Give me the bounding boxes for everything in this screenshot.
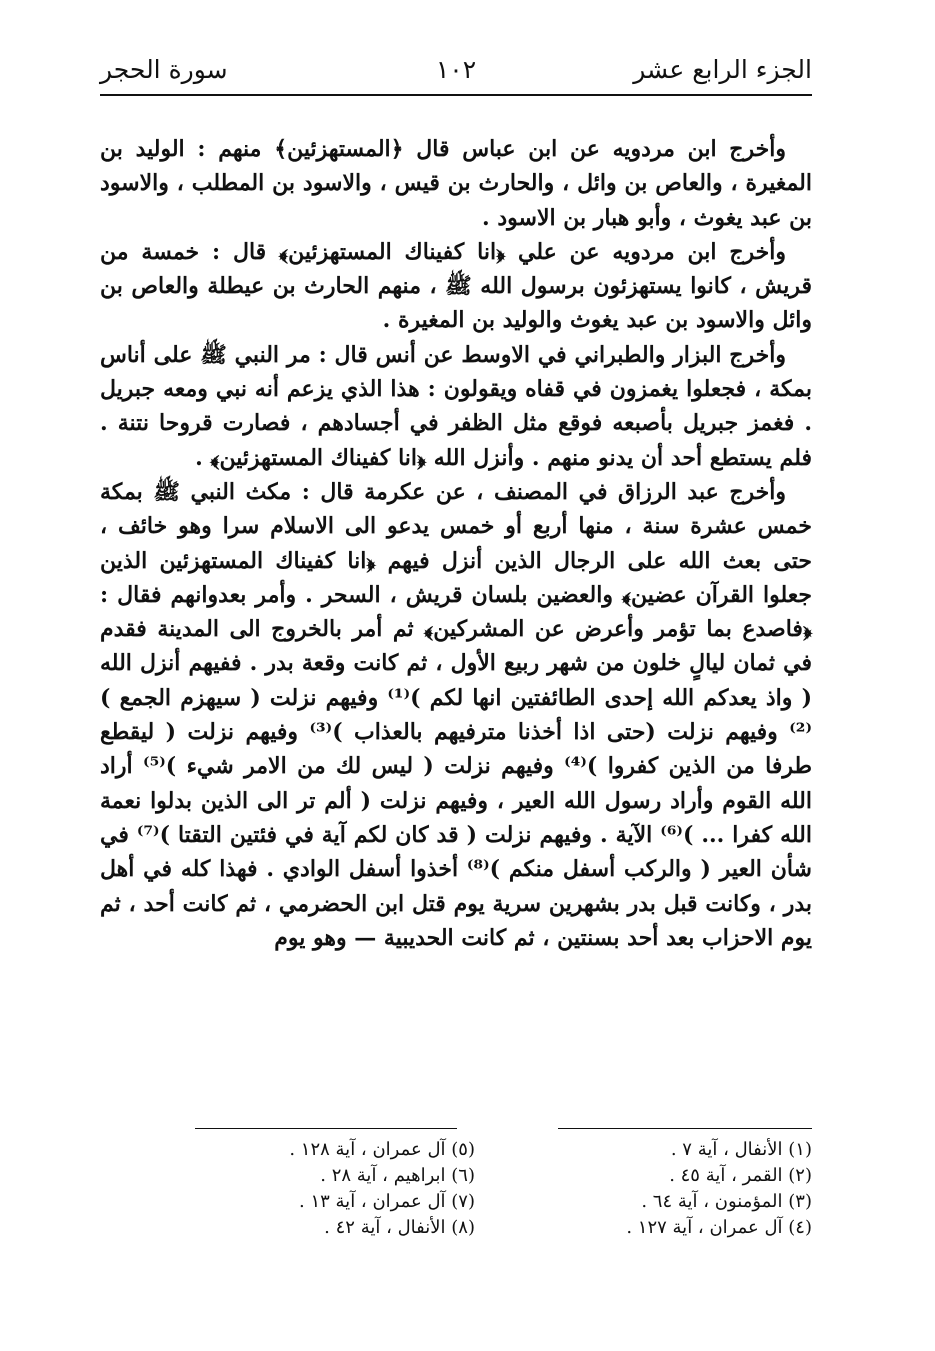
footnote: (١) الأنفال ، آية ٧ . [670,1139,812,1160]
paragraph: وأخرج ابن مردويه عن ابن عباس قال ﴿المستهزئين﴾ منهم : الوليد بن المغيرة ، والعاص بن وائل ، والحارث بن قيس ، والاسود بن المطلب ، والاسود بن عبد يغوث ، وأبو هبار بن الاسود . [100,136,812,231]
main-text [100,132,812,955]
footnote: (٤) آل عمران ، آية ١٢٧ . [626,1217,812,1238]
part-title: الجزء الرابع عشر [633,55,812,84]
paragraph: وأخرج عبد الرزاق في المصنف ، عن عكرمة قال : مكث النبي ﷺ بمكة خمس عشرة سنة ، منها أربع أو خمس يدعو الى الاسلام سرا وهو خائف ، حتى بعث الله على الرجال الذين أنزل فيهم ﴿انا كفيناك المستهزئين الذين جعلوا القرآن عضين﴾ والعضين بلسان قريش ، السحر . وأمر بعدوانهم فقال : ﴿فاصدع بما تؤمر وأعرض عن المشركين﴾ ثم أمر بالخروج الى المدينة فقدم في ثمان ليالٍ خلون من شهر ربيع الأول ، ثم كانت وقعة بدر . ففيهم أنزل الله ( واذ يعدكم الله إحدى الطائفتين انها لكم )⁽¹⁾ وفيهم نزلت ( سيهزم الجمع )⁽²⁾ وفيهم نزلت (حتى اذا أخذنا مترفيهم بالعذاب )⁽³⁾ وفيهم نزلت ( ليقطع طرفا من الذين كفروا )⁽⁴⁾ وفيهم نزلت ( ليس لك من الامر شيء )⁽⁵⁾ أراد الله القوم وأراد رسول الله العير ، وفيهم نزلت ( ألم تر الى الذين بدلوا نعمة الله كفرا ... )⁽⁶⁾ الآية . وفيهم نزلت ( قد كان لكم آية في فئتين التقتا )⁽⁷⁾ في شأن العير ( والركب أسفل منكم )⁽⁸⁾ أخذوا أسفل الوادي . فهذا كله في أهل بدر ، وكانت قبل بدر بشهرين سرية يوم قتل ابن الحضرمي ، ثم كانت أحد ، ثم يوم الاحزاب بعد أحد بسنتين ، ثم كانت الحديبية — وهو يوم [100,478,812,951]
footnote: (٨) الأنفال ، آية ٤٢ . [324,1217,475,1238]
footnotes-left-column [235,1137,475,1241]
footnotes-right-column [572,1137,812,1241]
footnote: (٢) القمر ، آية ٤٥ . [669,1165,812,1186]
paragraph: وأخرج البزار والطبراني في الاوسط عن أنس قال : مر النبي ﷺ على أناس بمكة ، فجعلوا يغمزون في قفاه ويقولون : هذا الذي يزعم أنه نبي ومعه جبريل . فغمز جبريل بأصبعه فوقع مثل الظفر في أجسادهم ، فصارت قروحا نتنة . فلم يستطع أحد أن يدنو منهم . وأنزل الله ﴿انا كفيناك المستهزئين﴾ . [100,341,812,471]
footnote: (٥) آل عمران ، آية ١٢٨ . [289,1139,475,1160]
header-rule [100,94,812,96]
running-header [100,52,812,88]
footnote-rule [558,1128,812,1129]
footnote: (٣) المؤمنون ، آية ٦٤ . [641,1191,812,1212]
paragraph: وأخرج ابن مردويه عن علي ﴿انا كفيناك المستهزئين﴾ قال : خمسة من قريش ، كانوا يستهزئون برسول الله ﷺ ، منهم الحارث بن عيطلة والعاص بن وائل والاسود بن عبد يغوث والوليد بن المغيرة . [100,238,812,334]
footnote: (٧) آل عمران ، آية ١٣ . [299,1191,475,1212]
surah-title: سورة الحجر [100,55,228,84]
footnote-rule [195,1128,457,1129]
page-number: ١٠٢ [435,55,477,84]
footnote: (٦) ابراهيم ، آية ٢٨ . [320,1165,475,1186]
